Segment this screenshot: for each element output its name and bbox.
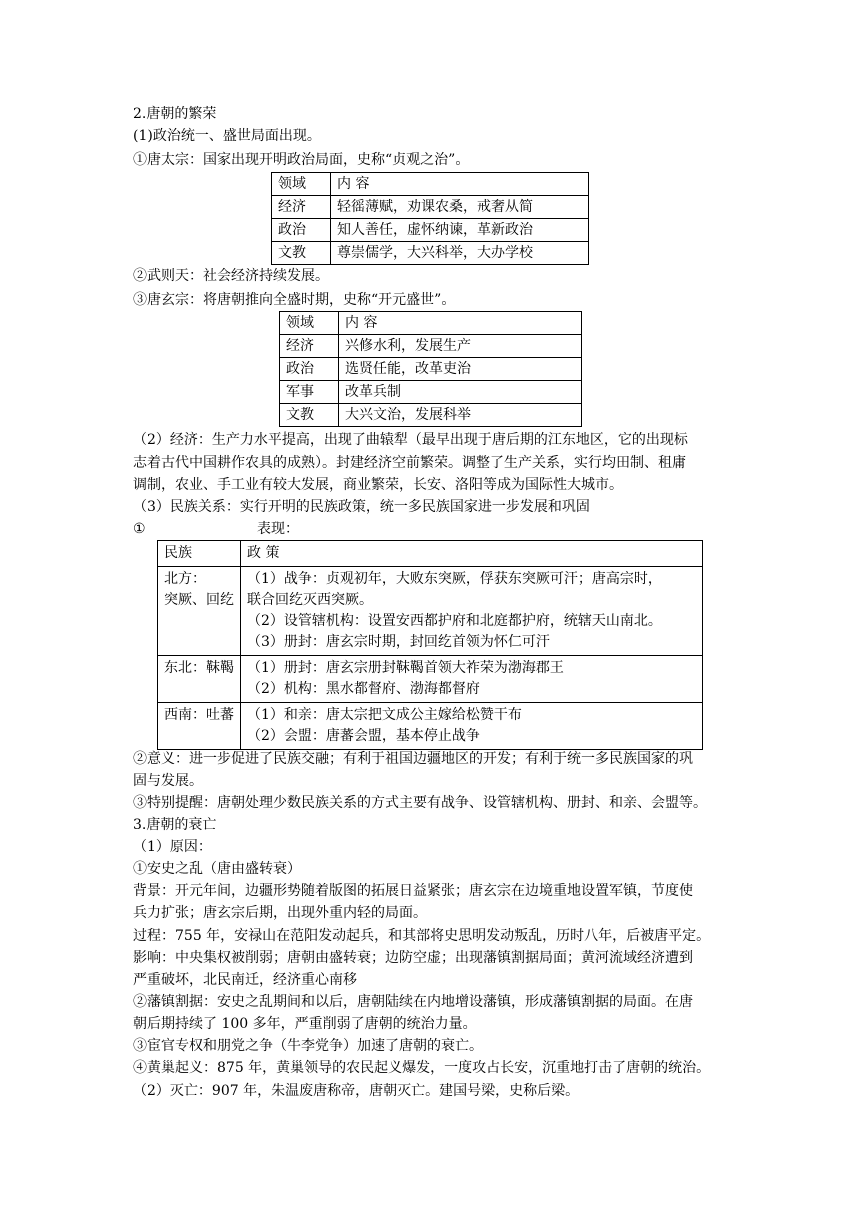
cell-line: 联合回纥灭西突厥。 bbox=[247, 592, 373, 608]
paragraph: 严重破坏，北民南迁，经济重心南移 bbox=[133, 972, 357, 988]
table-cell bbox=[241, 567, 703, 656]
list-marker: ① bbox=[133, 521, 146, 537]
paragraph: 表现： bbox=[257, 521, 299, 537]
cell-line: 北方： bbox=[164, 571, 206, 587]
cell-line: （3）册封：唐玄宗时期，封回纥首领为怀仁可汗 bbox=[247, 634, 550, 650]
table-cell: 西南：吐蕃 bbox=[158, 703, 241, 750]
table-cell: 政 策 bbox=[241, 541, 703, 567]
table-cell: 兴修水利，发展生产 bbox=[339, 335, 582, 358]
table-cell: 轻徭薄赋，劝课农桑，戒奢从简 bbox=[331, 196, 589, 219]
cell-line: （2）会盟：唐蕃会盟，基本停止战争 bbox=[247, 728, 480, 744]
paragraph: （2）经济：生产力水平提高，出现了曲辕犁（最早出现于唐后期的江东地区，它的出现标 bbox=[133, 432, 688, 448]
paragraph: ④黄巢起义：875 年，黄巢领导的农民起义爆发，一度攻占长安，沉重地打击了唐朝的统治。 bbox=[133, 1060, 711, 1076]
paragraph: ②藩镇割据：安史之乱期间和以后，唐朝陆续在内地增设藩镇，形成藩镇割据的局面。在唐 bbox=[133, 994, 693, 1010]
paragraph: ①安史之乱（唐由盛转衰） bbox=[133, 861, 301, 877]
taizong-table bbox=[271, 172, 589, 265]
paragraph: 志着古代中国耕作农具的成熟）。封建经济空前繁荣。调整了生产关系，实行均田制、租庸 bbox=[133, 455, 686, 471]
table-cell: 尊崇儒学，大兴科举，大办学校 bbox=[331, 242, 589, 265]
paragraph: （2）灭亡：907 年，朱温废唐称帝，唐朝灭亡。建国号梁，史称后梁。 bbox=[133, 1083, 580, 1099]
table-cell: 东北：靺鞨 bbox=[158, 656, 241, 703]
paragraph: ③唐玄宗：将唐朝推向全盛时期，史称“开元盛世”。 bbox=[133, 292, 456, 308]
paragraph: ③宦官专权和朋党之争（牛李党争）加速了唐朝的衰亡。 bbox=[133, 1038, 483, 1054]
paragraph: ②武则天：社会经济持续发展。 bbox=[133, 268, 329, 284]
section-title: 3.唐朝的衰亡 bbox=[133, 817, 217, 833]
paragraph: 调制，农业、手工业有较大发展，商业繁荣，长安、洛阳等成为国际性大城市。 bbox=[133, 477, 623, 493]
table-cell: 经济 bbox=[272, 196, 331, 219]
table-cell: 选贤任能，改革吏治 bbox=[339, 358, 582, 381]
paragraph: 影响：中央集权被削弱；唐朝由盛转衰；边防空虚；出现藩镇割据局面；黄河流域经济遭到 bbox=[133, 950, 693, 966]
paragraph: 朝后期持续了 100 多年，严重削弱了唐朝的统治力量。 bbox=[133, 1016, 477, 1032]
section-title: 2.唐朝的繁荣 bbox=[133, 106, 217, 122]
table-cell bbox=[158, 567, 241, 656]
table-cell: 文教 bbox=[272, 242, 331, 265]
table-cell bbox=[241, 703, 703, 750]
table-cell: 领域 bbox=[280, 312, 339, 335]
table-cell: 知人善任，虚怀纳谏，革新政治 bbox=[331, 219, 589, 242]
cell-line: （2）机构：黑水都督府、渤海都督府 bbox=[247, 681, 480, 697]
paragraph: （3）民族关系：实行开明的民族政策，统一多民族国家进一步发展和巩固 bbox=[133, 499, 590, 515]
cell-line: （1）和亲：唐太宗把文成公主嫁给松赞干布 bbox=[247, 707, 522, 723]
paragraph: 兵力扩张；唐玄宗后期，出现外重内轻的局面。 bbox=[133, 905, 427, 921]
table-cell: 政治 bbox=[280, 358, 339, 381]
xuanzong-table bbox=[279, 311, 582, 427]
table-cell: 内 容 bbox=[331, 173, 589, 196]
table-cell: 改革兵制 bbox=[339, 381, 582, 404]
table-cell: 民族 bbox=[158, 541, 241, 567]
paragraph: ③特别提醒：唐朝处理少数民族关系的方式主要有战争、设管辖机构、册封、和亲、会盟等。 bbox=[133, 795, 707, 811]
paragraph: ①唐太宗：国家出现开明政治局面，史称“贞观之治”。 bbox=[133, 152, 470, 168]
table-cell: 领域 bbox=[272, 173, 331, 196]
table-cell: 文教 bbox=[280, 404, 339, 427]
paragraph: 固与发展。 bbox=[133, 773, 203, 789]
cell-line: （1）册封：唐玄宗册封靺鞨首领大祚荣为渤海郡王 bbox=[247, 660, 564, 676]
table-cell: 大兴文治，发展科举 bbox=[339, 404, 582, 427]
cell-line: （2）设管辖机构：设置安西都护府和北庭都护府，统辖天山南北。 bbox=[247, 613, 662, 629]
table-cell: 军事 bbox=[280, 381, 339, 404]
cell-line: （1）战争：贞观初年，大败东突厥，俘获东突厥可汗；唐高宗时， bbox=[247, 571, 662, 587]
paragraph: ②意义：进一步促进了民族交融；有利于祖国边疆地区的开发；有利于统一多民族国家的巩 bbox=[133, 751, 693, 767]
paragraph: 过程：755 年，安禄山在范阳发动起兵，和其部将史思明发动叛乱，历时八年，后被唐平定。 bbox=[133, 928, 711, 944]
table-cell: 政治 bbox=[272, 219, 331, 242]
paragraph: (1)政治统一、盛世局面出现。 bbox=[133, 128, 321, 144]
paragraph: （1）原因： bbox=[133, 839, 212, 855]
cell-line: 突厥、回纥 bbox=[164, 592, 234, 608]
table-cell: 内 容 bbox=[339, 312, 582, 335]
paragraph: 背景：开元年间，边疆形势随着版图的拓展日益紧张；唐玄宗在边境重地设置军镇，节度使 bbox=[133, 883, 693, 899]
table-cell: 经济 bbox=[280, 335, 339, 358]
ethnic-policy-table bbox=[157, 540, 703, 750]
table-cell bbox=[241, 656, 703, 703]
